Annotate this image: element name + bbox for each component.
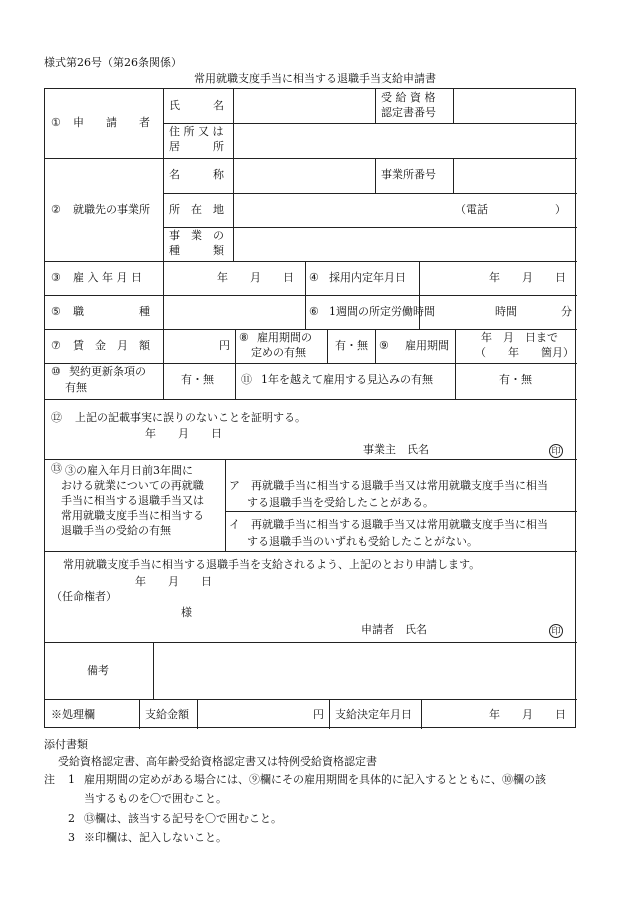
note-3-text: ※印欄は、記入しないこと。	[84, 831, 227, 844]
divider	[45, 363, 577, 364]
divider	[329, 699, 330, 729]
applicant-seal-mark: 印	[549, 624, 563, 638]
period-value-until[interactable]: 年 月 日まで	[481, 331, 558, 344]
divider	[139, 699, 140, 729]
divider	[305, 261, 306, 329]
divider	[163, 123, 577, 124]
divider	[163, 227, 577, 228]
option-i-line-2: する退職手当のいずれも受給したことがない。	[247, 535, 478, 548]
divider	[327, 329, 328, 363]
divider	[453, 158, 454, 193]
office-name-field[interactable]	[235, 160, 374, 192]
offer-date-value[interactable]: 年 月 日	[489, 271, 566, 284]
divider	[375, 329, 376, 363]
period-def-label-2: 定めの有無	[251, 346, 306, 359]
employer-section-number: ②	[51, 203, 61, 216]
divider	[453, 89, 454, 123]
business-type-field[interactable]	[235, 229, 575, 260]
notes-prefix: 注	[44, 773, 55, 786]
over-one-year-number: ⑪	[241, 373, 252, 386]
weekly-hours-label: 1週間の所定労働時間	[329, 305, 435, 318]
office-name-label: 名 称	[169, 168, 224, 181]
job-type-number: ⑤	[51, 305, 61, 318]
employer-name-label: 事業主 氏名	[363, 443, 429, 456]
note-1-text-2: 当するものを〇で囲むこと。	[84, 792, 227, 805]
page-title: 常用就職支度手当に相当する退職手当支給申請書	[194, 72, 436, 85]
note-1-text: 雇用期間の定めがある場合には、⑨欄にその雇用期間を具体的に記入するとともに、⑩欄の該	[84, 773, 546, 786]
over-one-year-label: 1年を越えて雇用する見込みの有無	[261, 373, 433, 386]
period-def-label: 雇用期間の	[257, 331, 312, 344]
prior-receipt-number: ⑬	[51, 462, 62, 475]
certification-statement: 上記の記載事実に誤りのないことを証明する。	[75, 411, 306, 424]
divider	[163, 193, 577, 194]
divider	[45, 459, 577, 460]
offer-date-number: ④	[309, 271, 319, 284]
period-def-yes-no[interactable]: 有・無	[335, 339, 368, 352]
application-statement: 常用就職支度手当に相当する退職手当を支給されるよう、上記のとおり申請します。	[63, 558, 481, 571]
divider	[45, 329, 577, 330]
renewal-clause-yes-no[interactable]: 有・無	[181, 373, 214, 386]
monthly-wage-label: 賃 金 月 額	[73, 339, 150, 352]
application-date[interactable]: 年 月 日	[135, 575, 212, 588]
business-type-label-2: 種 類	[169, 244, 224, 257]
divider	[455, 329, 456, 363]
note-1-number: 1	[68, 773, 75, 786]
divider	[225, 459, 226, 551]
option-a[interactable]	[229, 477, 548, 511]
employer-section-label: 就職先の事業所	[73, 203, 150, 216]
divider	[153, 642, 154, 699]
applicant-name-field[interactable]	[235, 90, 374, 122]
divider	[375, 158, 376, 193]
option-i[interactable]	[229, 516, 548, 550]
option-i-line-1: イ 再就職手当に相当する退職手当又は常用就職支度手当に相当	[229, 518, 548, 531]
divider	[45, 261, 577, 262]
sama-label: 様	[181, 606, 192, 619]
divider	[455, 363, 456, 399]
employer-seal-mark: 印	[549, 444, 563, 458]
period-label: 雇用期間	[405, 339, 449, 352]
remarks-label: 備考	[87, 664, 109, 677]
phone-close: ）	[555, 203, 566, 216]
phone-label: （電話	[455, 203, 488, 216]
job-type-label: 職 種	[73, 305, 150, 318]
offer-date-label: 採用内定年月日	[329, 271, 406, 284]
period-def-number: ⑧	[239, 331, 249, 344]
payment-amount-unit: 円	[313, 708, 324, 721]
divider	[163, 329, 164, 363]
decision-date-value[interactable]: 年 月 日	[489, 708, 566, 721]
divider	[163, 89, 164, 261]
cert-number-field[interactable]	[455, 90, 575, 122]
prior-receipt-label-line: 退職手当の受給の有無	[61, 524, 171, 537]
note-2-text: ⑬欄は、該当する記号を〇で囲むこと。	[84, 812, 282, 825]
hire-date-number: ③	[51, 271, 61, 284]
divider	[45, 295, 577, 296]
remarks-field[interactable]	[155, 644, 575, 698]
name-label: 氏 名	[169, 99, 224, 112]
hire-date-value[interactable]: 年 月 日	[217, 271, 294, 284]
location-field[interactable]	[235, 195, 575, 226]
address-field[interactable]	[235, 125, 575, 157]
divider	[163, 363, 164, 399]
divider	[45, 399, 577, 400]
note-2-number: 2	[68, 812, 75, 825]
prior-receipt-label-line: ③の雇入年月日前3年間に	[65, 464, 193, 477]
certification-date[interactable]: 年 月 日	[145, 427, 222, 440]
note-3-number: 3	[68, 831, 75, 844]
address-label: 住 所 又 は	[169, 125, 224, 138]
divider	[225, 511, 577, 512]
applicant-section-label: 申 請 者	[73, 116, 150, 129]
form-number: 様式第26号（第26条関係）	[44, 56, 182, 69]
office-number-label: 事業所番号	[381, 168, 436, 181]
over-one-year-yes-no[interactable]: 有・無	[499, 373, 532, 386]
prior-receipt-label	[61, 463, 204, 538]
prior-receipt-label-line: 常用就職支度手当に相当する	[61, 509, 204, 522]
period-value-months[interactable]: （ 年 箇月）	[475, 346, 574, 359]
cert-number-label-2: 認定書番号	[381, 106, 436, 119]
divider	[235, 329, 236, 363]
monthly-wage-unit: 円	[219, 339, 230, 352]
divider	[419, 261, 420, 329]
divider	[421, 699, 422, 729]
prior-receipt-label-line: 手当に相当する退職手当又は	[61, 494, 204, 507]
period-number: ⑨	[379, 339, 389, 352]
divider	[197, 699, 198, 729]
address-label-2: 居 所	[169, 140, 224, 153]
appointing-authority-label: （任命権者）	[51, 590, 117, 603]
job-type-field[interactable]	[165, 297, 303, 327]
divider	[45, 158, 577, 159]
hire-date-label: 雇 入 年 月 日	[73, 271, 142, 284]
payment-amount-label: 支給金額	[145, 708, 189, 721]
processing-label: ※処理欄	[51, 708, 95, 721]
weekly-hours-unit-minutes: 分	[561, 305, 572, 318]
option-a-line-2: する退職手当を受給したことがある。	[247, 496, 434, 509]
divider	[163, 261, 164, 329]
monthly-wage-number: ⑦	[51, 339, 61, 352]
divider	[45, 551, 577, 552]
renewal-clause-label-2: 有無	[65, 381, 87, 394]
certification-number: ⑫	[51, 411, 62, 424]
renewal-clause-label: 契約更新条項の	[69, 365, 146, 378]
attachments-text: 受給資格認定書、高年齢受給資格認定書又は特例受給資格認定書	[58, 755, 377, 768]
applicant-name-label: 申請者 氏名	[361, 623, 427, 636]
weekly-hours-number: ⑥	[309, 305, 319, 318]
attachments-heading: 添付書類	[44, 738, 88, 751]
decision-date-label: 支給決定年月日	[335, 708, 412, 721]
location-label: 所 在 地	[169, 203, 224, 216]
divider	[375, 89, 376, 123]
applicant-section-number: ①	[51, 116, 61, 129]
divider	[235, 363, 236, 399]
divider	[233, 89, 234, 261]
office-number-field[interactable]	[455, 160, 575, 192]
prior-receipt-label-line: おける就業についての再就職	[61, 479, 204, 492]
option-a-line-1: ア 再就職手当に相当する退職手当又は常用就職支度手当に相当	[229, 479, 548, 492]
cert-number-label: 受 給 資 格	[381, 91, 436, 104]
business-type-label: 事 業 の	[169, 229, 224, 242]
application-form-table	[44, 88, 576, 728]
divider	[45, 642, 577, 643]
divider	[45, 699, 577, 700]
renewal-clause-number: ⑩	[51, 365, 61, 378]
weekly-hours-unit-hours: 時間	[495, 305, 517, 318]
